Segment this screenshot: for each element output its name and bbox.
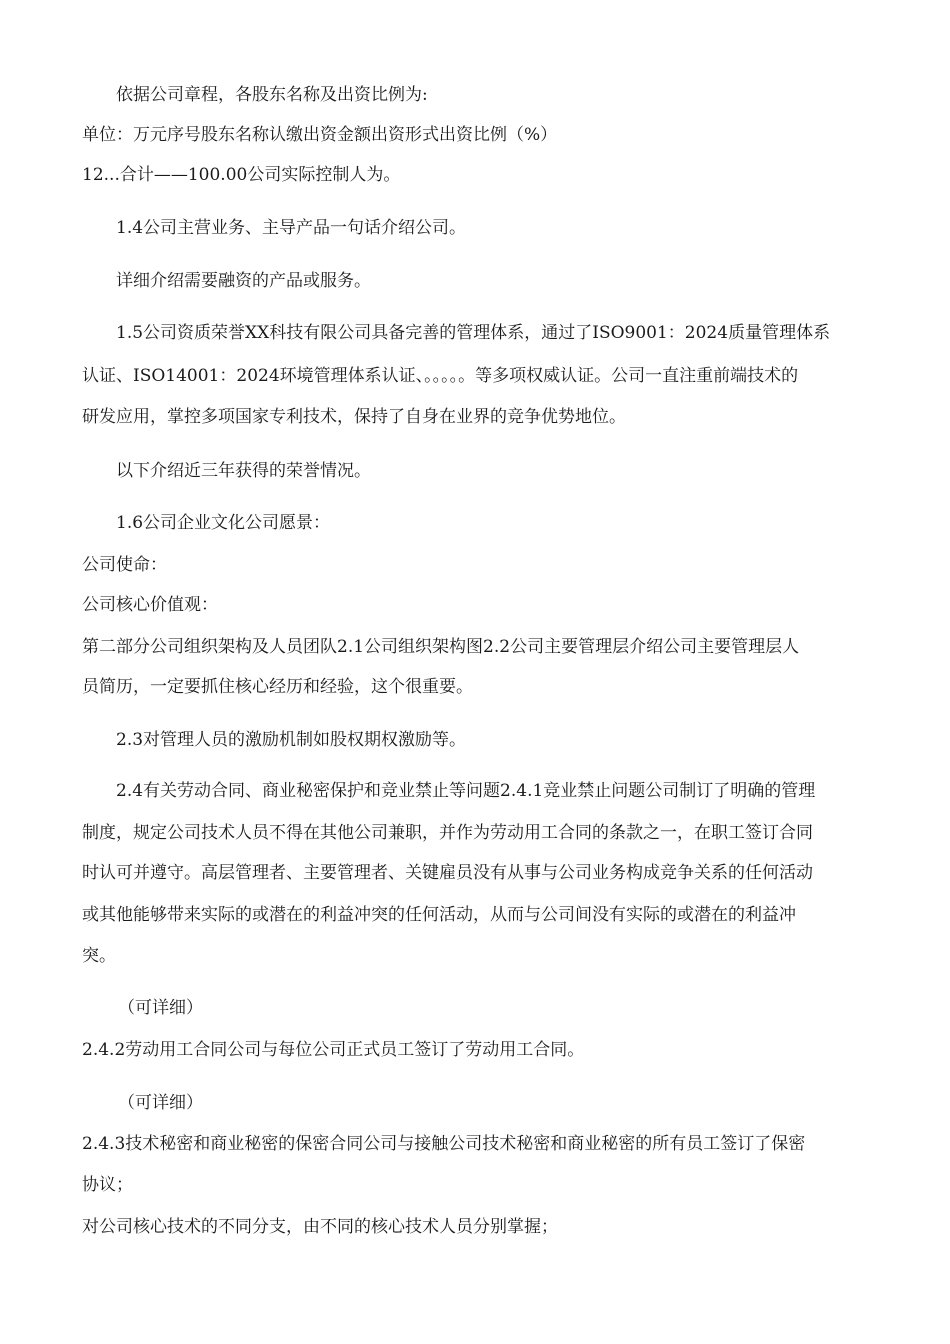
- paragraph-line: 或其他能够带来实际的或潜在的利益冲突的任何活动，从而与公司间没有实际的或潜在的利益冲: [82, 905, 796, 925]
- paragraph-line: 第二部分公司组织架构及人员团队2.1公司组织架构图2.2公司主要管理层介绍公司主要管理层人: [82, 637, 800, 657]
- paragraph-line: 时认可并遵守。高层管理者、主要管理者、关键雇员没有从事与公司业务构成竞争关系的任何活动: [82, 863, 813, 883]
- paragraph-line: 单位：万元序号股东名称认缴出资金额出资形式出资比例（%）: [82, 125, 558, 145]
- paragraph-line: 12...合计——100.00公司实际控制人为。: [82, 165, 401, 185]
- paragraph-line: 1.4公司主营业务、主导产品一句话介绍公司。: [116, 218, 467, 238]
- paragraph-line: 认证、ISO14001：2024环境管理体系认证、。。。。。等多项权威认证。公司一直注重前端技术的: [82, 366, 799, 386]
- paragraph-line: 以下介绍近三年获得的荣誉情况。: [116, 461, 371, 481]
- paragraph-line: 突。: [82, 946, 116, 966]
- paragraph-line: 详细介绍需要融资的产品或服务。: [116, 271, 371, 291]
- paragraph-line: 员简历，一定要抓住核心经历和经验，这个很重要。: [82, 677, 473, 697]
- paragraph-line: 2.4.3技术秘密和商业秘密的保密合同公司与接触公司技术秘密和商业秘密的所有员工签订了保密: [82, 1134, 806, 1154]
- paragraph-line: 依据公司章程，各股东名称及出资比例为:: [116, 85, 428, 105]
- paragraph-line: 协议；: [82, 1175, 133, 1195]
- paragraph-line: 1.6公司企业文化公司愿景：: [116, 513, 331, 533]
- paragraph-line: 2.3对管理人员的激励机制如股权期权激励等。: [116, 730, 467, 750]
- paragraph-line: （可详细）: [118, 1093, 203, 1113]
- paragraph-line: （可详细）: [118, 998, 203, 1018]
- paragraph-line: 1.5公司资质荣誉XX科技有限公司具备完善的管理体系，通过了ISO9001：2024质量管理体系: [116, 323, 831, 343]
- paragraph-line: 2.4有关劳动合同、商业秘密保护和竞业禁止等问题2.4.1竞业禁止问题公司制订了明确的管理: [116, 781, 816, 801]
- paragraph-line: 对公司核心技术的不同分支，由不同的核心技术人员分别掌握；: [82, 1217, 558, 1237]
- paragraph-line: 2.4.2劳动用工合同公司与每位公司正式员工签订了劳动用工合同。: [82, 1040, 585, 1060]
- paragraph-line: 公司核心价值观：: [82, 595, 218, 615]
- paragraph-line: 公司使命：: [82, 555, 167, 575]
- paragraph-line: 制度，规定公司技术人员不得在其他公司兼职，并作为劳动用工合同的条款之一，在职工签订合同: [82, 823, 813, 843]
- paragraph-line: 研发应用，掌控多项国家专利技术，保持了自身在业界的竞争优势地位。: [82, 407, 626, 427]
